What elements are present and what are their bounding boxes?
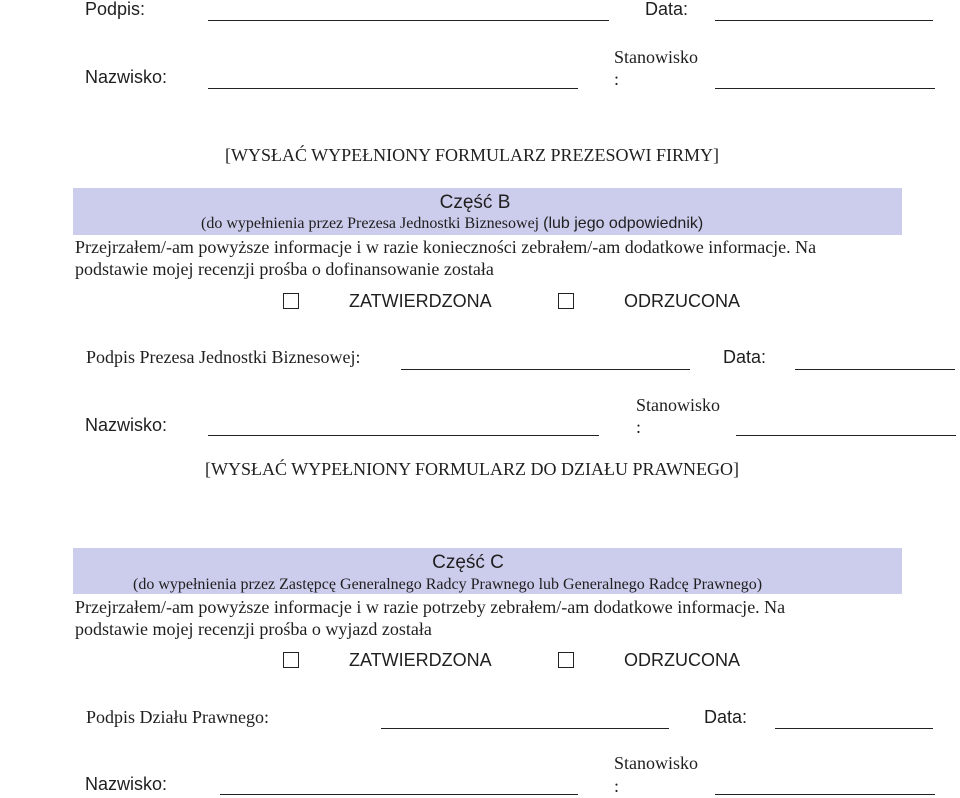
- part-c-stanowisko-line[interactable]: [715, 794, 935, 795]
- part-c-stanowisko-colon: :: [614, 776, 620, 796]
- part-c-title: Część C: [432, 552, 504, 573]
- part-b-subtitle-prefix: (do wypełnienia przez Prezesa Jednostki Biznesowej: [201, 215, 544, 232]
- data-field-line[interactable]: [715, 20, 933, 21]
- part-b-body-line-1: Przejrzałem/-am powyższe informacje i w razie konieczności zebrałem/-am dodatkowe informacje. Na: [75, 237, 817, 257]
- part-b-rejected-label: ODRZUCONA: [624, 291, 740, 311]
- part-b-data-label: Data:: [723, 347, 767, 367]
- part-b-approved-checkbox[interactable]: [283, 293, 299, 309]
- part-c-body-line-1: Przejrzałem/-am powyższe informacje i w razie potrzeby zebrałem/-am dodatkowe informacje. Na: [75, 597, 786, 617]
- part-b-signature-label: Podpis Prezesa Jednostki Biznesowej:: [86, 347, 361, 367]
- part-b-data-line[interactable]: [795, 369, 955, 370]
- part-c-nazwisko-label: Nazwisko:: [85, 774, 168, 794]
- part-b-subtitle-suffix: (lub jego odpowiednik): [543, 215, 704, 232]
- stanowisko-field-line[interactable]: [715, 88, 935, 89]
- part-b-nazwisko-label: Nazwisko:: [85, 415, 168, 435]
- part-c-signature-line[interactable]: [381, 728, 669, 729]
- podpis-signature-line[interactable]: [208, 20, 609, 21]
- part-b-nazwisko-line[interactable]: [208, 435, 599, 436]
- data-label: Data:: [645, 0, 689, 19]
- instruction-send-to-legal: [WYSŁAĆ WYPEŁNIONY FORMULARZ DO DZIAŁU PRAWNEGO]: [205, 459, 740, 479]
- part-b-signature-line[interactable]: [401, 369, 690, 370]
- part-b-stanowisko-line[interactable]: [736, 435, 956, 436]
- nazwisko-label: Nazwisko:: [85, 67, 168, 87]
- part-c-body-line-2: podstawie mojej recenzji prośba o wyjazd została: [75, 619, 432, 639]
- nazwisko-field-line[interactable]: [208, 88, 578, 89]
- part-c-data-label: Data:: [704, 707, 748, 727]
- part-b-approved-label: ZATWIERDZONA: [349, 291, 492, 311]
- stanowisko-colon: :: [614, 69, 620, 89]
- part-c-data-line[interactable]: [775, 728, 933, 729]
- part-b-title: Część B: [439, 192, 511, 213]
- part-c-approved-checkbox[interactable]: [283, 652, 299, 668]
- part-b-rejected-checkbox[interactable]: [558, 293, 574, 309]
- part-b-subtitle: [201, 216, 703, 232]
- part-c-rejected-checkbox[interactable]: [558, 652, 574, 668]
- part-c-nazwisko-line[interactable]: [220, 794, 578, 795]
- part-b-body-line-2: podstawie mojej recenzji prośba o dofinansowanie została: [75, 259, 494, 279]
- part-c-approved-label: ZATWIERDZONA: [349, 650, 492, 670]
- instruction-send-to-president: [WYSŁAĆ WYPEŁNIONY FORMULARZ PREZESOWI FIRMY]: [225, 145, 719, 165]
- podpis-label: Podpis:: [85, 0, 146, 19]
- part-c-stanowisko-label: Stanowisko: [614, 753, 699, 773]
- part-b-stanowisko-label: Stanowisko: [636, 395, 721, 415]
- part-b-stanowisko-colon: :: [636, 417, 642, 437]
- part-c-rejected-label: ODRZUCONA: [624, 650, 740, 670]
- part-c-subtitle: (do wypełnienia przez Zastępcę Generalnego Radcy Prawnego lub Generalnego Radcę Prawnego): [133, 576, 763, 593]
- stanowisko-label: Stanowisko: [614, 47, 699, 67]
- part-c-signature-label: Podpis Działu Prawnego:: [86, 707, 269, 727]
